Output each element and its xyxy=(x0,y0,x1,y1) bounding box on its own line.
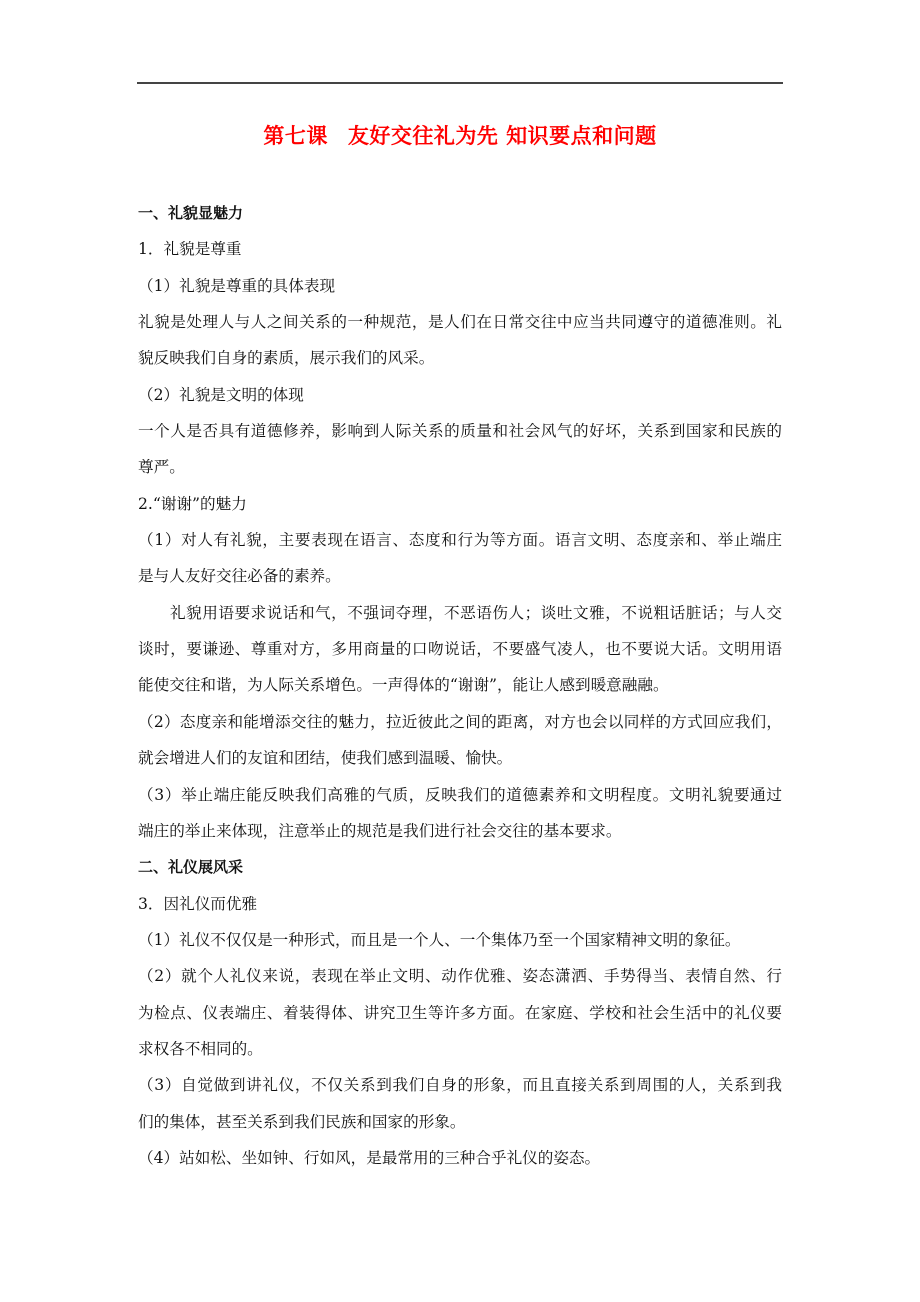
text-line: 1．礼貌是尊重 xyxy=(138,240,242,259)
text-line: 礼貌用语要求说话和气，不强词夺理，不恶语伤人；谈吐文雅，不说粗话脏话；与人交 xyxy=(170,603,782,622)
header-rule xyxy=(137,82,783,84)
text-line: 是与人友好交往必备的素养。 xyxy=(138,567,341,586)
text-line: 礼貌是处理人与人之间关系的一种规范，是人们在日常交往中应当共同遵守的道德准则。礼 xyxy=(138,313,782,332)
text-line: （2）态度亲和能增添交往的魅力，拉近彼此之间的距离，对方也会以同样的方式回应我们， xyxy=(138,712,782,731)
text-line: 谈时，要谦逊、尊重对方，多用商量的口吻说话，不要盛气凌人，也不要说大话。文明用语 xyxy=(138,640,782,659)
text-line: 貌反映我们自身的素质，展示我们的风采。 xyxy=(138,349,435,368)
text-line: 求权各不相同的。 xyxy=(138,1039,263,1058)
text-line: 就会增进人们的友谊和团结，使我们感到温暖、愉快。 xyxy=(138,749,513,768)
text-line: 2.“谢谢”的魅力 xyxy=(138,494,247,513)
title-lesson: 第七课 xyxy=(263,124,328,148)
text-line: （2）就个人礼仪来说，表现在举止文明、动作优雅、姿态潇洒、手势得当、表情自然、行 xyxy=(138,967,782,986)
text-line: 为检点、仪表端庄、着装得体、讲究卫生等许多方面。在家庭、学校和社会生活中的礼仪要 xyxy=(138,1003,782,1022)
text-line: 们的集体，甚至关系到我们民族和国家的形象。 xyxy=(138,1112,466,1131)
text-line: （2）礼貌是文明的体现 xyxy=(138,385,304,404)
document-body xyxy=(138,195,782,1176)
text-line: 3．因礼仪而优雅 xyxy=(138,894,258,913)
text-line: （1）礼貌是尊重的具体表现 xyxy=(138,276,336,295)
text-line: （3）举止端庄能反映我们高雅的气质，反映我们的道德素养和文明程度。文明礼貌要通过 xyxy=(138,785,782,804)
text-line: （4）站如松、坐如钟、行如风，是最常用的三种合乎礼仪的姿态。 xyxy=(138,1148,601,1167)
section-heading: 二、礼仪展风采 xyxy=(138,858,244,877)
text-line: （3）自觉做到讲礼仪，不仅关系到我们自身的形象，而且直接关系到周围的人，关系到我 xyxy=(138,1076,782,1095)
section-heading: 一、礼貌显魅力 xyxy=(138,204,244,222)
text-line: （1）对人有礼貌，主要表现在语言、态度和行为等方面。语言文明、态度亲和、举止端庄 xyxy=(138,531,782,550)
document-title xyxy=(0,120,920,150)
text-line: 尊严。 xyxy=(138,458,185,477)
text-line: 一个人是否具有道德修养，影响到人际关系的质量和社会风气的好坏，关系到国家和民族的 xyxy=(138,422,782,441)
text-line: 端庄的举止来体现，注意举止的规范是我们进行社会交往的基本要求。 xyxy=(138,821,622,840)
text-line: （1）礼仪不仅仅是一种形式，而且是一个人、一个集体乃至一个国家精神文明的象征。 xyxy=(138,930,741,949)
text-line: 能使交往和谐，为人际关系增色。一声得体的“谢谢”，能让人感到暖意融融。 xyxy=(138,676,669,695)
title-topic: 友好交往礼为先 知识要点和问题 xyxy=(347,124,657,148)
